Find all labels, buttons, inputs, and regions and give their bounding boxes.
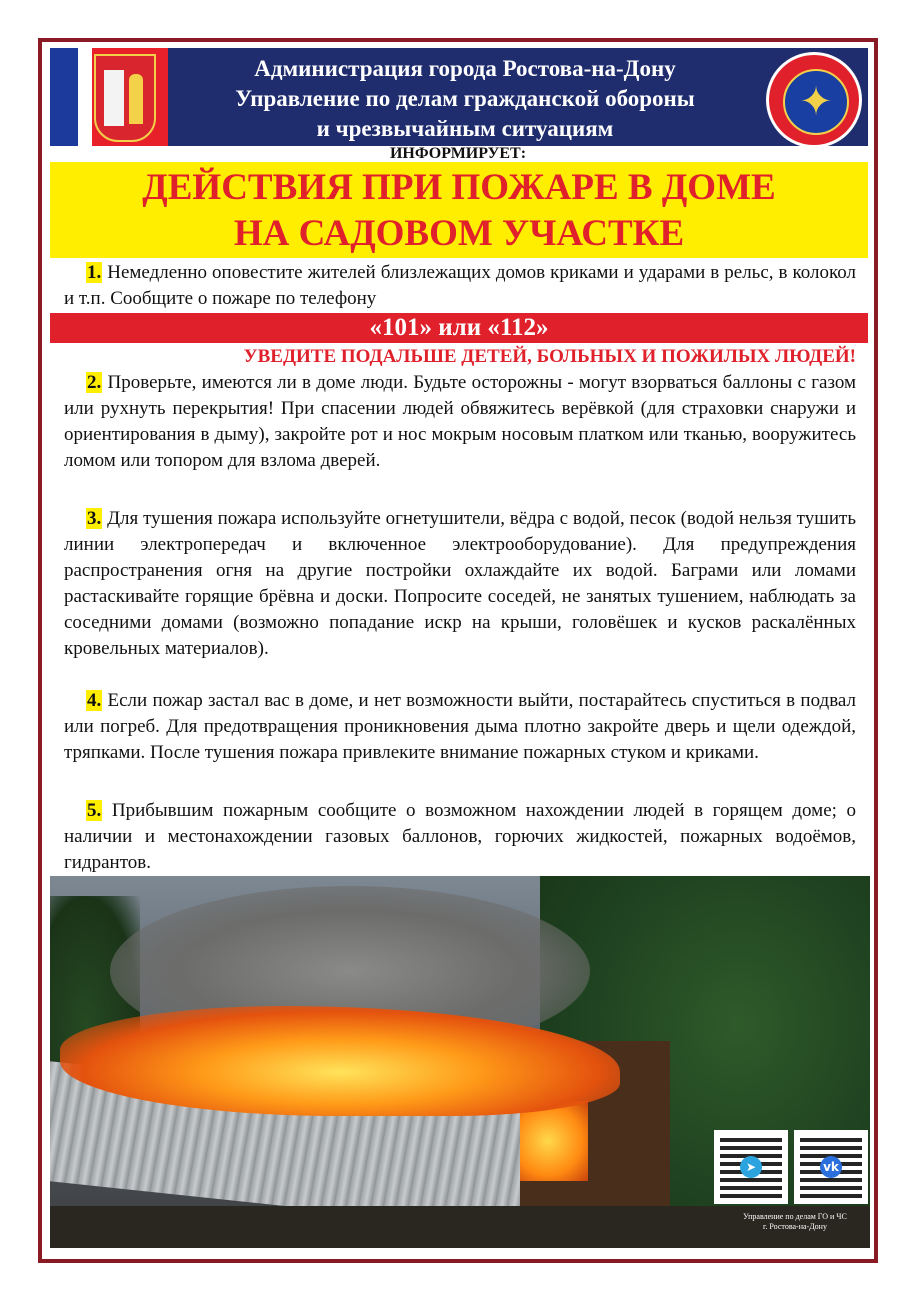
item-text: Если пожар застал вас в доме, и нет возможности выйти, постарайтесь спуститься в подвал или погреб. Для предотвращения проникновения дыма плотно закройте дверь и щели одеждой, тряпками. После тушения пожара привлеките внимание пожарных стуком и криками. (64, 690, 856, 763)
vk-icon: vk (820, 1156, 842, 1178)
poster-frame (38, 38, 878, 1263)
informs-label: ИНФОРМИРУЕТ: (389, 145, 527, 162)
header-line3: и чрезвычайным ситуациям (316, 116, 614, 141)
item-2 (64, 370, 856, 474)
item-number: 1. (87, 262, 102, 283)
qr-caption (730, 1212, 860, 1232)
item-text: Немедленно оповестите жителей близлежащих домов криками и ударами в рельс, в колокол и т.п. Сообщите о пожаре по телефону (64, 262, 856, 309)
city-flag (50, 48, 168, 146)
item-number: 4. (87, 690, 102, 711)
coat-of-arms-icon (94, 54, 156, 142)
burning-house-photo (50, 876, 870, 1248)
item-number: 2. (87, 372, 102, 393)
qr-code-telegram[interactable] (714, 1130, 788, 1204)
title-line1: ДЕЙСТВИЯ ПРИ ПОЖАРЕ В ДОМЕ (142, 167, 776, 208)
header-line1: Администрация города Ростова-на-Дону (254, 56, 676, 81)
item-3 (64, 506, 856, 662)
warning-text: УВЕДИТЕ ПОДАЛЬШЕ ДЕТЕЙ, БОЛЬНЫХ И ПОЖИЛЫХ ЛЮДЕЙ! (243, 346, 856, 367)
item-1 (64, 260, 856, 312)
item-4 (64, 688, 856, 766)
item-text: Прибывшим пожарным сообщите о возможном нахождении людей в горящем доме; о наличии и местонахождении газовых баллонов, горючих жидкостей, пожарных водоёмов, гидрантов. (64, 800, 857, 873)
qr-caption-line2: г. Ростова-на-Дону (763, 1222, 827, 1231)
header-text (175, 54, 755, 144)
item-text: Для тушения пожара используйте огнетушители, вёдра с водой, песок (водой нельзя тушить линии электропередач и включенное электрооборудование). Для предупреждения распространения огня на другие постройки охлаждайте их водой. Баграми или ломами растаскивайте горящие брёвна и доски. Попросите соседей, не занятых тушением, наблюдать за соседними домами (возможно попадание искр на крыши, головёшек и кусков раскалённых кровельных материалов). (64, 508, 856, 659)
item-number: 3. (87, 508, 102, 529)
qr-caption-line1: Управление по делам ГО и ЧС (743, 1212, 847, 1221)
header-banner (50, 48, 868, 146)
title-box (50, 162, 868, 258)
qr-code-vk[interactable] (794, 1130, 868, 1204)
title-line2: НА САДОВОМ УЧАСТКЕ (233, 213, 685, 254)
emergency-phones: «101» или «112» (50, 313, 868, 343)
item-text: Проверьте, имеются ли в доме люди. Будьте осторожны - могут взорваться баллоны с газом или рухнуть перекрытия! При спасении людей обвяжитесь верёвкой (для страховки снаружи и ориентирования в дыму), закройте рот и нос мокрым носовым платком или тканью, вооружитесь ломом или топором для взлома дверей. (64, 372, 856, 471)
item-number: 5. (87, 800, 102, 821)
civil-defense-emblem-icon: ✦ (766, 52, 862, 148)
telegram-icon: ➤ (740, 1156, 762, 1178)
item-5 (64, 798, 856, 876)
header-line2: Управление по делам гражданской обороны (235, 86, 695, 111)
